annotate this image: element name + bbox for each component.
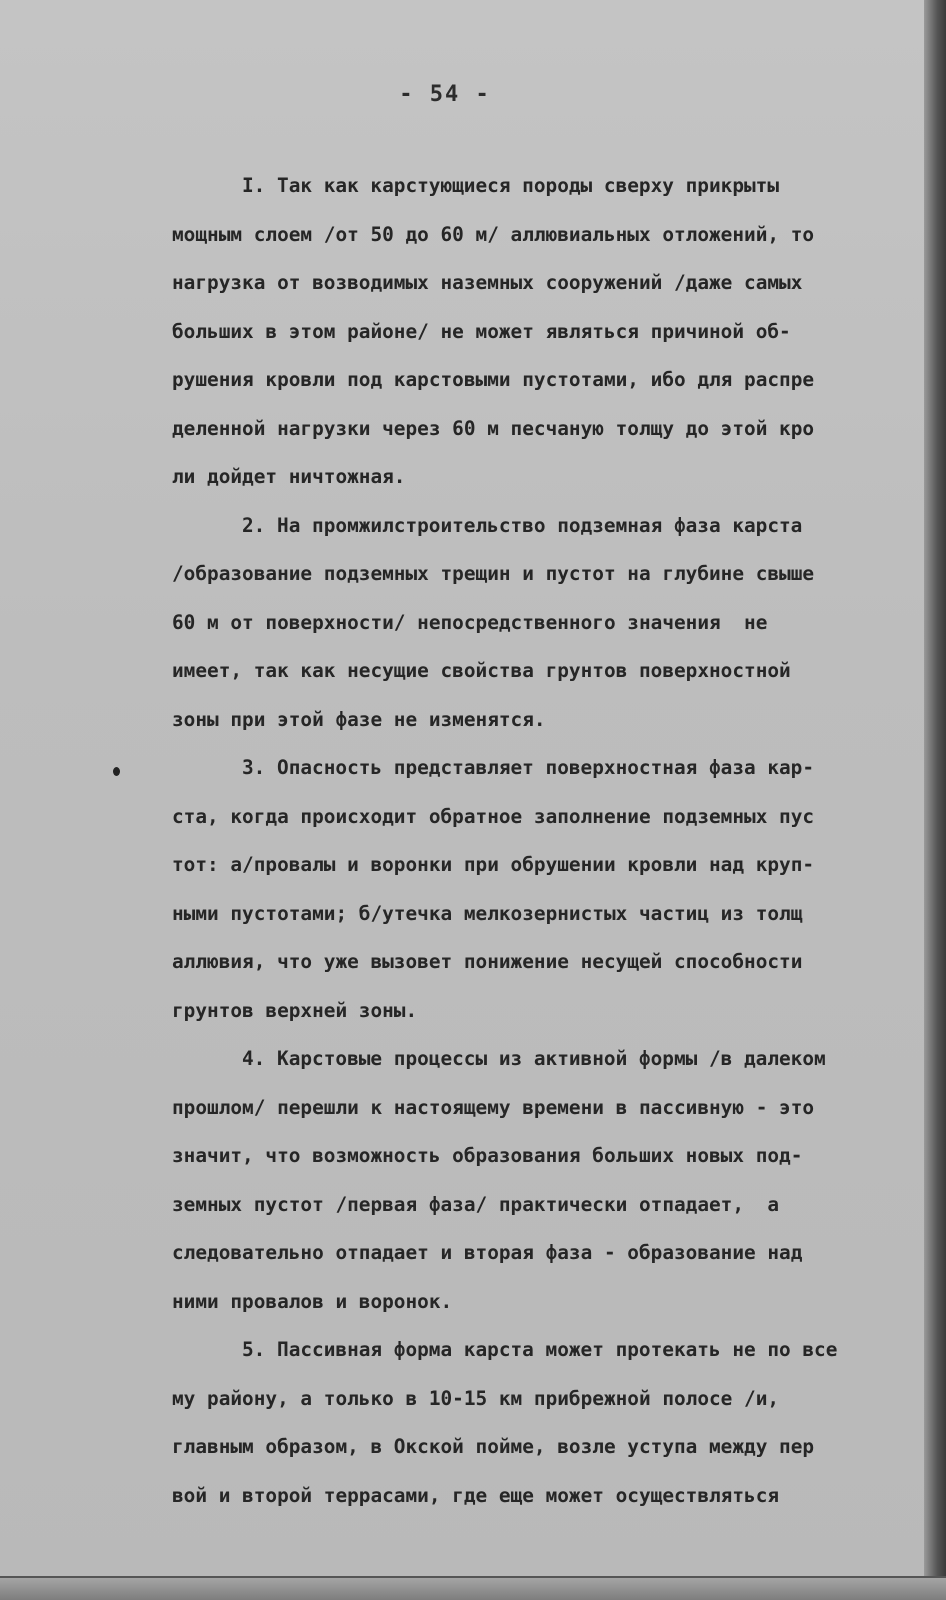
body-text	[172, 162, 924, 1520]
text-line: грунтов верхней зоны.	[172, 998, 418, 1022]
text-line: рушения кровли под карстовыми пустотами, ибо для распре	[172, 368, 815, 391]
text-line: мощным слоем /от 50 до 60 м/ аллювиальных отложений, то	[172, 222, 815, 246]
text-line: прошлом/ перешли к настоящему времени в пассивную - это	[172, 1095, 815, 1119]
text-line: 5. Пассивная форма карста может протекать не по все	[242, 1338, 838, 1361]
text-line: 2. На промжилстроительство подземная фаза карста	[242, 513, 803, 537]
text-line: земных пустот /первая фаза/ практически отпадает, а	[172, 1192, 780, 1216]
text-line: ными пустотами; б/утечка мелкозернистых частиц из толщ	[172, 901, 803, 925]
text-line: 3. Опасность представляет поверхностная фаза кар-	[242, 756, 815, 779]
page-bottom-edge	[0, 1576, 946, 1600]
text-line: аллювия, что уже вызовет понижение несущей способности	[172, 950, 803, 973]
text-line: I. Так как карстующиеся породы сверху прикрыты	[242, 174, 780, 197]
text-line: зоны при этой фазе не изменятся.	[172, 707, 546, 731]
page-edge-shadow	[924, 0, 946, 1600]
text-line: вой и второй террасами, где еще может осуществляться	[172, 1483, 780, 1507]
page-number: - 54 -	[399, 82, 491, 107]
text-line: ста, когда происходит обратное заполнение подземных пус	[172, 804, 815, 828]
text-line: деленной нагрузки через 60 м песчаную толщу до этой кро	[172, 416, 815, 440]
text-line: имеет, так как несущие свойства грунтов поверхностной	[172, 659, 791, 682]
text-line: ними провалов и воронок.	[172, 1289, 453, 1313]
text-line: главным образом, в Окской пойме, возле уступа между пер	[172, 1435, 815, 1458]
margin-mark	[113, 767, 120, 776]
text-line: ли дойдет ничтожная.	[172, 465, 406, 488]
text-line: /образование подземных трещин и пустот на глубине свыше	[172, 562, 815, 585]
text-line: тот: а/провалы и воронки при обрушении кровли над круп-	[172, 853, 815, 876]
text-line: нагрузка от возводимых наземных сооружений /даже самых	[172, 271, 803, 294]
text-line: следовательно отпадает и вторая фаза - образование над	[172, 1241, 803, 1264]
text-line: 60 м от поверхности/ непосредственного значения не	[172, 610, 768, 634]
text-line: му району, а только в 10-15 км прибрежной полосе /и,	[172, 1386, 780, 1410]
text-line: значит, что возможность образования больших новых под-	[172, 1144, 803, 1167]
text-line: больших в этом районе/ не может являться причиной об-	[172, 319, 791, 343]
text-line: 4. Карстовые процессы из активной формы /в далеком	[242, 1047, 826, 1070]
